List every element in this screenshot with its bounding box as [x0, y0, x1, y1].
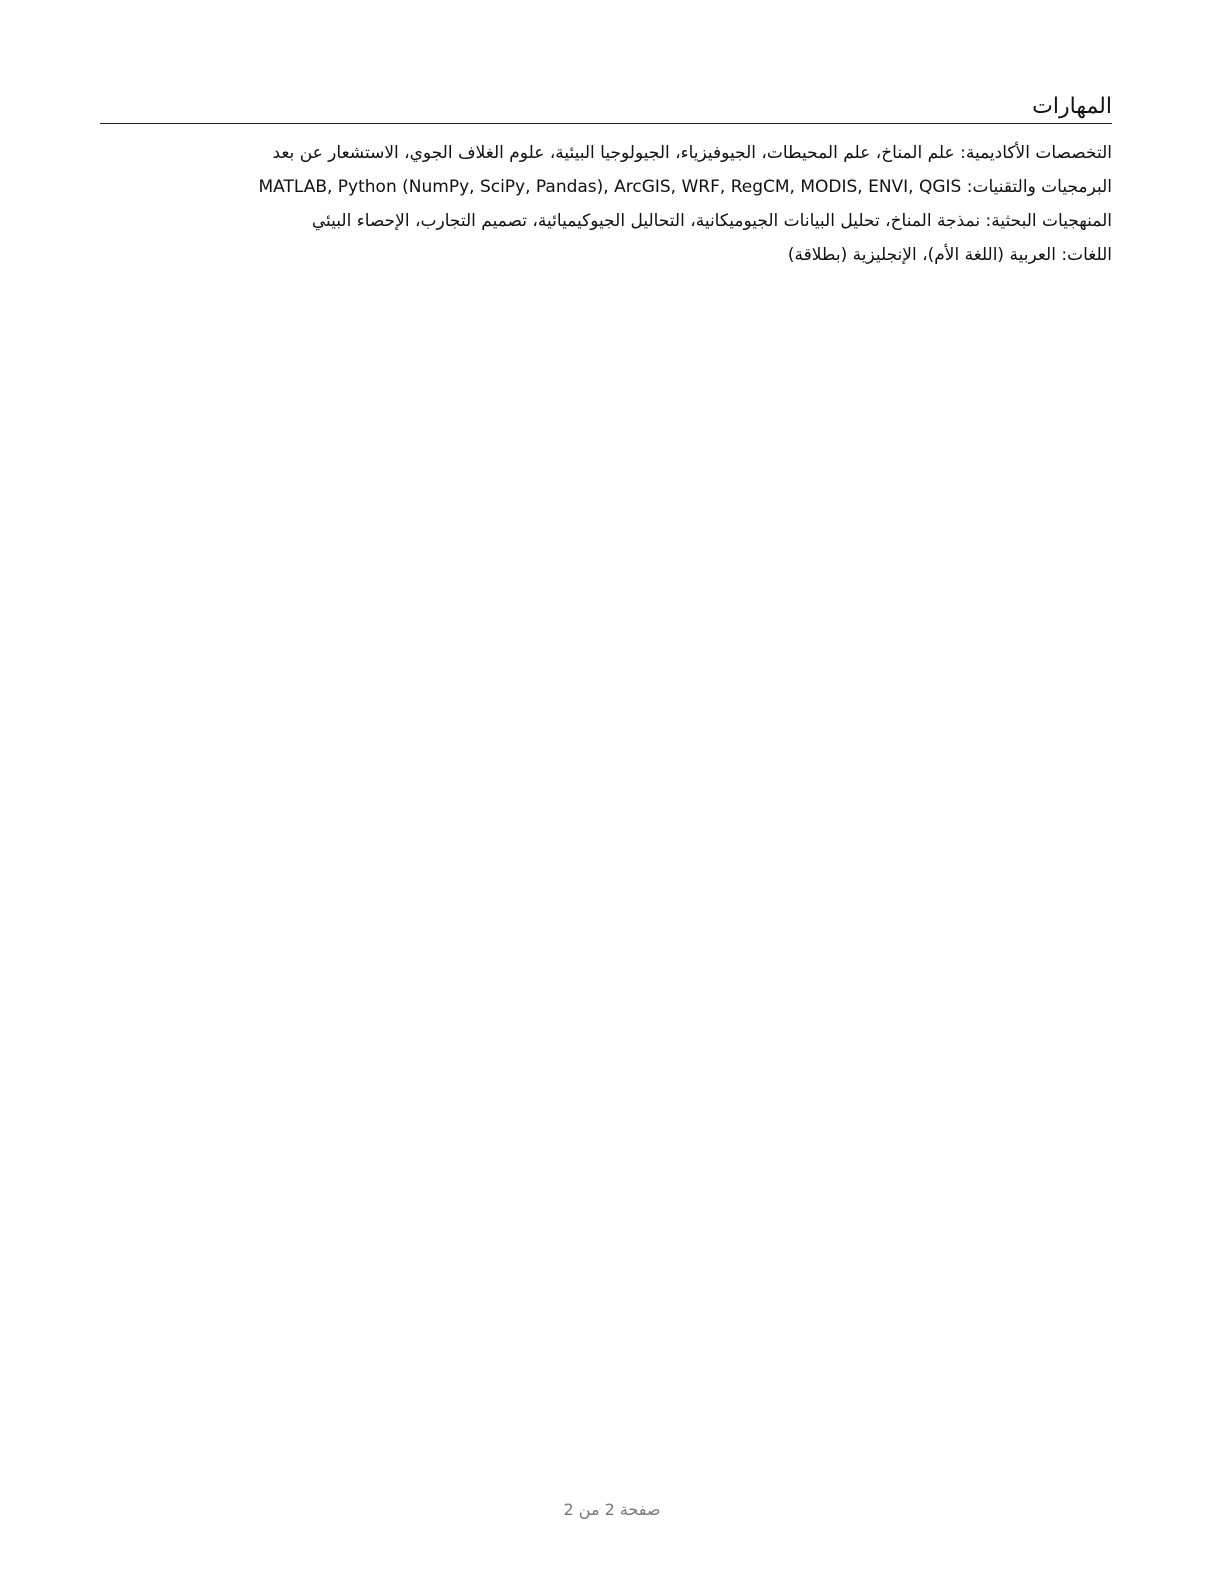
skills-item-value: MATLAB, Python (NumPy, SciPy, Pandas), ArcGIS, WRF, RegCM, MODIS, ENVI, QGIS [258, 177, 962, 197]
skills-item-academic [100, 136, 1112, 170]
skills-item-languages [100, 238, 1112, 272]
skills-item-value: علم المناخ، علم المحيطات، الجيوفيزياء، الجيولوجيا البيئية، علوم الغلاف الجوي، الاستشعار عن بعد [272, 143, 955, 163]
skills-item-label: اللغات: [1061, 245, 1112, 265]
skills-item-software [100, 170, 1112, 204]
skills-item-label: المنهجيات البحثية: [985, 211, 1112, 231]
skills-list [100, 124, 1112, 272]
skills-item-label: التخصصات الأكاديمية: [960, 143, 1112, 163]
skills-section [100, 92, 1112, 272]
skills-item-value: العربية (اللغة الأم)، الإنجليزية (بطلاقة) [787, 245, 1056, 265]
page-number-footer: صفحة 2 من 2 [563, 1500, 661, 1519]
skills-heading: المهارات [100, 92, 1112, 124]
skills-item-value: نمذجة المناخ، تحليل البيانات الجيوميكانية، التحاليل الجيوكيميائية، تصميم التجارب، الإحصاء البيئي [311, 211, 981, 231]
skills-item-methods [100, 204, 1112, 238]
skills-item-label: البرمجيات والتقنيات: [966, 177, 1112, 197]
